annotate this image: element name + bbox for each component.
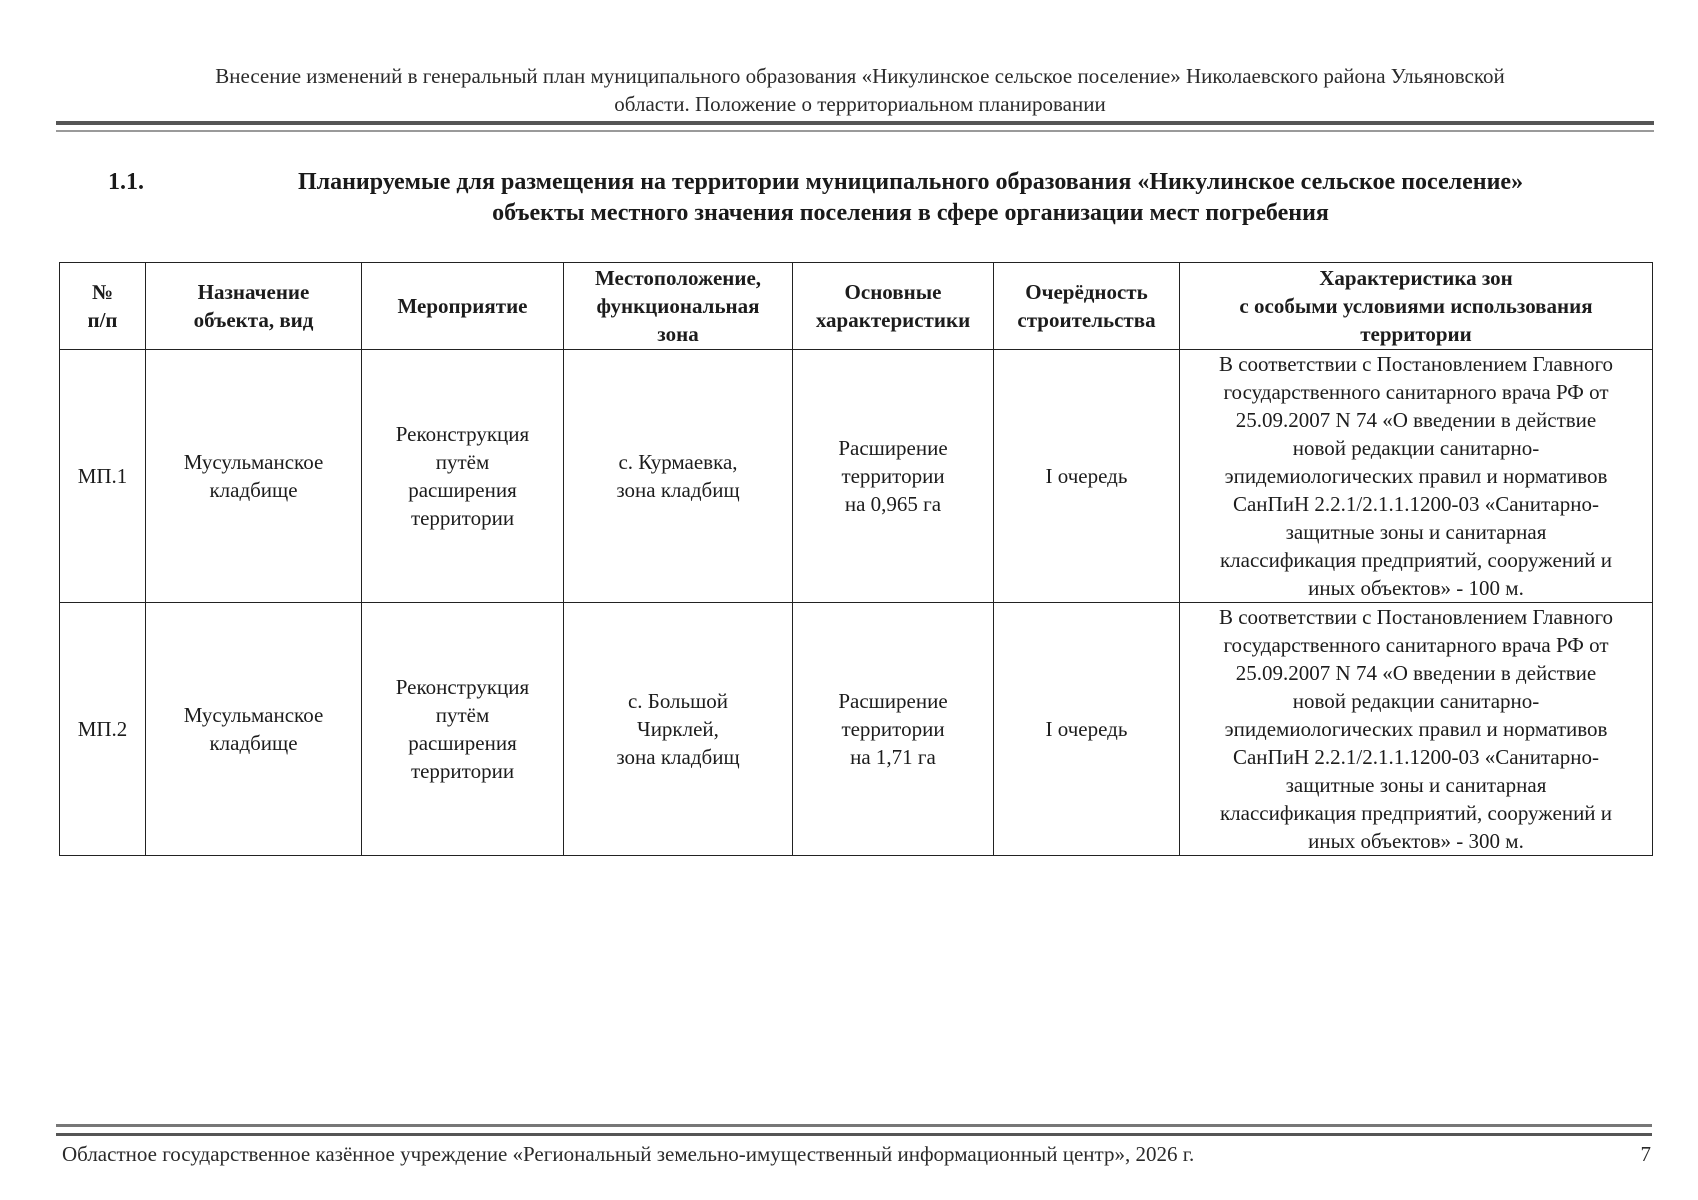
cell-line: Основные <box>844 280 942 304</box>
cell-number: МП.1 <box>60 350 146 603</box>
cell-line: территории <box>841 717 945 741</box>
cell-line: объекта, вид <box>193 308 314 332</box>
table-row <box>60 603 1653 856</box>
header-rule <box>56 121 1654 132</box>
cell-line: территории <box>1360 322 1472 346</box>
cell-line: Реконструкция <box>395 422 530 446</box>
cell-zones <box>1180 603 1653 856</box>
cell-line: Назначение <box>197 280 310 304</box>
cell-location <box>564 350 793 603</box>
cell-line: эпидемиологических правил и нормативов <box>1224 464 1608 488</box>
cell-characteristics <box>793 350 994 603</box>
cell-line: расширения <box>408 478 517 502</box>
cell-line: зона <box>657 322 699 346</box>
cell-line: Расширение <box>838 436 948 460</box>
cell-line: строительства <box>1017 308 1156 332</box>
cell-line: путём <box>435 450 490 474</box>
cell-line: Местоположение, <box>594 266 762 290</box>
cell-line: п/п <box>87 308 118 332</box>
cell-action <box>362 350 564 603</box>
cell-line: новой редакции санитарно- <box>1292 436 1540 460</box>
page-number: 7 <box>1640 1142 1651 1166</box>
footer-rule <box>56 1124 1652 1136</box>
cell-line: Характеристика зон <box>1319 266 1513 290</box>
cell-stage: I очередь <box>994 603 1180 856</box>
cell-line: Расширение <box>838 689 948 713</box>
cell-line: классификация предприятий, сооружений и <box>1219 548 1613 572</box>
column-header-action <box>362 263 564 350</box>
column-header-location <box>564 263 793 350</box>
cell-line: Мусульманское <box>183 703 324 727</box>
cell-location <box>564 603 793 856</box>
cell-line: функциональная <box>596 294 760 318</box>
cell-stage: I очередь <box>994 350 1180 603</box>
cell-line: зона кладбищ <box>616 745 740 769</box>
cell-line: кладбище <box>209 478 298 502</box>
section-title-line-2: объекты местного значения поселения в сфере организации мест погребения <box>492 200 1329 226</box>
footer-organization: Областное государственное казённое учреждение «Региональный земельно-имущественный информационный центр», 2026 г. <box>62 1142 1195 1166</box>
cell-line: иных объектов» - 300 м. <box>1308 829 1524 853</box>
cell-line: с. Курмаевка, <box>618 450 738 474</box>
cell-line: с. Большой <box>627 689 729 713</box>
cell-line: на 1,71 га <box>850 745 936 769</box>
cell-line: Мероприятие <box>397 294 528 318</box>
section-number: 1.1. <box>108 169 144 195</box>
cell-line: с особыми условиями использования <box>1239 294 1593 318</box>
column-header-characteristics <box>793 263 994 350</box>
cell-line: 25.09.2007 N 74 «О введении в действие <box>1235 408 1597 432</box>
cell-line: эпидемиологических правил и нормативов <box>1224 717 1608 741</box>
cell-line: СанПиН 2.2.1/2.1.1.1200-03 «Санитарно- <box>1232 745 1599 769</box>
cell-zones <box>1180 350 1653 603</box>
cell-line: 25.09.2007 N 74 «О введении в действие <box>1235 661 1597 685</box>
column-header-stage <box>994 263 1180 350</box>
cell-line: зона кладбищ <box>616 478 740 502</box>
cell-line: № <box>91 280 114 304</box>
cell-line: расширения <box>408 731 517 755</box>
running-header-line-1: Внесение изменений в генеральный план муниципального образования «Никулинское сельское поселение» Николаевского района Ульяновской <box>215 64 1505 88</box>
cell-purpose <box>146 603 362 856</box>
cell-line: В соответствии с Постановлением Главного <box>1218 605 1614 629</box>
cell-line: классификация предприятий, сооружений и <box>1219 801 1613 825</box>
cell-line: на 0,965 га <box>844 492 942 516</box>
cell-characteristics <box>793 603 994 856</box>
table-row <box>60 350 1653 603</box>
column-header-purpose <box>146 263 362 350</box>
cell-line: защитные зоны и санитарная <box>1285 773 1547 797</box>
cell-line: иных объектов» - 100 м. <box>1308 576 1524 600</box>
running-header-line-2: области. Положение о территориальном планировании <box>614 92 1106 116</box>
cell-number: МП.2 <box>60 603 146 856</box>
cell-line: защитные зоны и санитарная <box>1285 520 1547 544</box>
cell-line: В соответствии с Постановлением Главного <box>1218 352 1614 376</box>
cell-line: территории <box>410 506 515 530</box>
cell-action <box>362 603 564 856</box>
cell-line: государственного санитарного врача РФ от <box>1223 380 1609 404</box>
cell-line: Реконструкция <box>395 675 530 699</box>
column-header-zones <box>1180 263 1653 350</box>
cell-line: территории <box>410 759 515 783</box>
objects-table <box>59 262 1653 856</box>
cell-line: путём <box>435 703 490 727</box>
cell-line: характеристики <box>815 308 971 332</box>
cell-line: СанПиН 2.2.1/2.1.1.1200-03 «Санитарно- <box>1232 492 1599 516</box>
column-header-number <box>60 263 146 350</box>
table-header-row <box>60 263 1653 350</box>
cell-line: кладбище <box>209 731 298 755</box>
cell-line: территории <box>841 464 945 488</box>
cell-line: Мусульманское <box>183 450 324 474</box>
section-title-line-1: Планируемые для размещения на территории муниципального образования «Никулинское сельское поселение» <box>297 169 1524 195</box>
cell-line: новой редакции санитарно- <box>1292 689 1540 713</box>
cell-purpose <box>146 350 362 603</box>
cell-line: Чирклей, <box>637 717 719 741</box>
cell-line: Очерёдность <box>1025 280 1148 304</box>
running-header <box>95 62 1625 118</box>
cell-line: государственного санитарного врача РФ от <box>1223 633 1609 657</box>
section-heading <box>108 167 1638 229</box>
